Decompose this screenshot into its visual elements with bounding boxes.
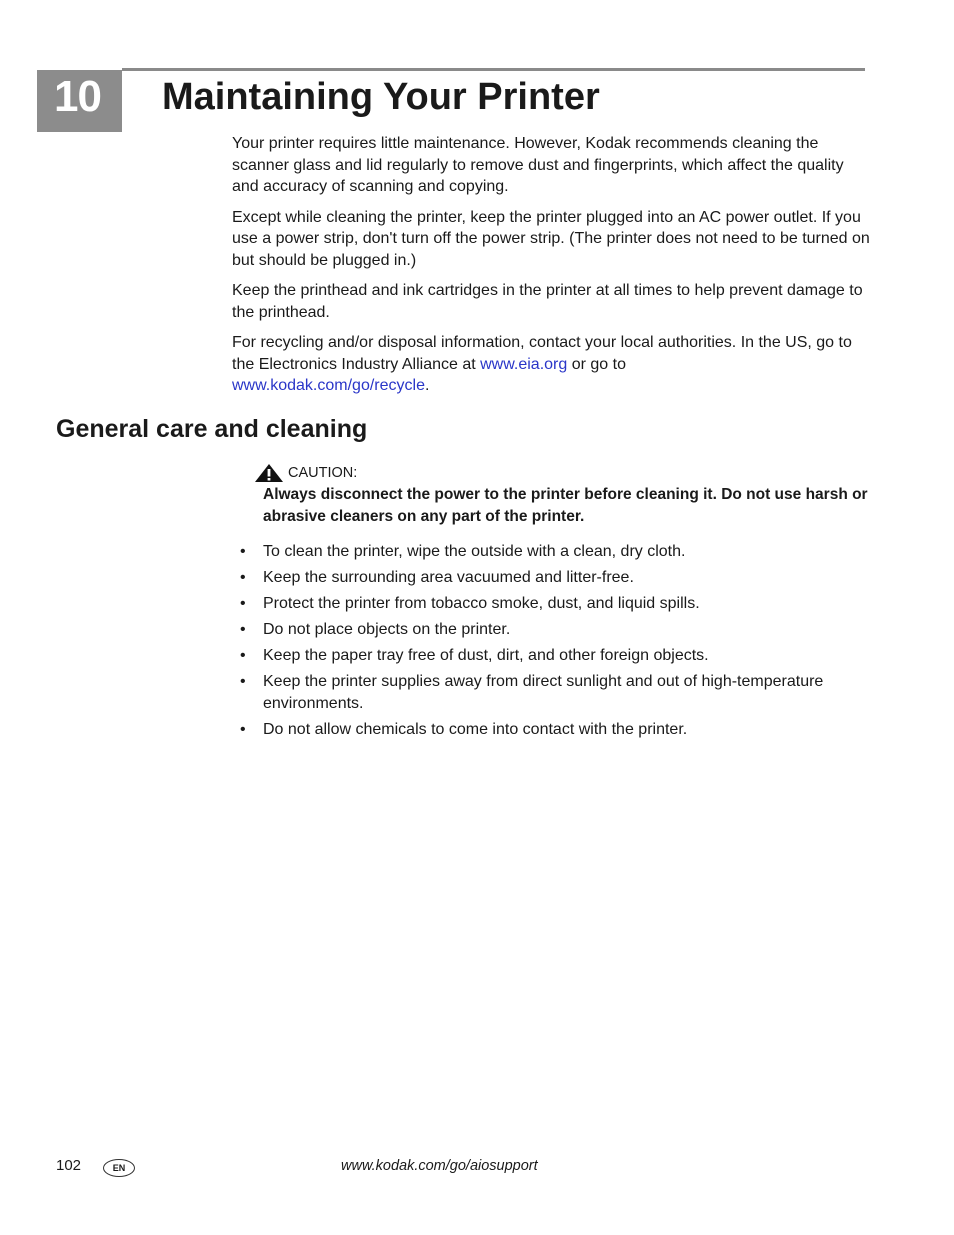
list-item <box>240 645 870 667</box>
list-item-text: Do not allow chemicals to come into contact with the printer. <box>263 721 688 738</box>
list-item <box>240 567 870 589</box>
bullet-dot: • <box>240 595 246 612</box>
care-bullet-list <box>240 541 870 745</box>
kodak-recycle-link[interactable]: www.kodak.com/go/recycle <box>232 377 425 394</box>
list-item <box>240 541 870 563</box>
chapter-number-box <box>37 70 122 132</box>
list-item <box>240 671 870 715</box>
page-title: Maintaining Your Printer <box>162 76 600 118</box>
list-item <box>240 619 870 641</box>
list-item-text: To clean the printer, wipe the outside with a clean, dry cloth. <box>263 543 686 560</box>
footer-url: www.kodak.com/go/aiosupport <box>341 1158 538 1174</box>
intro-section <box>232 133 872 406</box>
list-item-text: Protect the printer from tobacco smoke, dust, and liquid spills. <box>263 595 700 612</box>
intro-paragraph-3: Keep the printhead and ink cartridges in the printer at all times to help prevent damage to the printhead. <box>232 282 863 321</box>
recycling-text-end: . <box>424 377 430 394</box>
section-title: General care and cleaning <box>56 415 368 443</box>
caution-label: CAUTION: <box>288 465 358 481</box>
language-badge: EN <box>103 1159 135 1177</box>
list-item <box>240 719 870 741</box>
bullet-dot: • <box>240 647 246 664</box>
intro-paragraph-4 <box>232 332 872 397</box>
list-item-text: Keep the paper tray free of dust, dirt, and other foreign objects. <box>263 647 709 664</box>
bullet-dot: • <box>240 543 246 560</box>
list-item <box>240 593 870 615</box>
bullet-dot: • <box>240 621 246 638</box>
intro-paragraph-2: Except while cleaning the printer, keep the printer plugged into an AC power outlet. If you use a power strip, don't turn off the power strip. (The printer does not need to be turned on but should be plugged in.) <box>232 208 870 269</box>
intro-paragraph-1: Your printer requires little maintenance. However, Kodak recommends cleaning the scanner glass and lid regularly to remove dust and fingerprints, which affect the quality and accuracy of scanning and copying. <box>232 135 844 195</box>
caution-header <box>254 462 874 484</box>
caution-text: Always disconnect the power to the printer before cleaning it. Do not use harsh or abrasive cleaners on any part of the printer. <box>263 486 868 525</box>
list-item-text: Do not place objects on the printer. <box>263 621 511 638</box>
bullet-dot: • <box>240 569 246 586</box>
bullet-dot: • <box>240 673 246 690</box>
page-number: 102 <box>56 1157 82 1174</box>
eia-link[interactable]: www.eia.org <box>480 355 568 373</box>
header-rule <box>122 68 865 71</box>
list-item-text: Keep the surrounding area vacuumed and litter-free. <box>263 569 634 586</box>
recycling-text-middle: or go to <box>567 355 626 373</box>
warning-triangle-icon <box>254 463 284 483</box>
chapter-number: 10 <box>54 72 101 121</box>
caution-box <box>254 462 874 527</box>
bullet-dot: • <box>240 721 246 738</box>
recycling-text-start: For recycling and/or disposal information, contact your local authorities. In the US, go to the Electronics Industry Alliance at <box>232 334 852 373</box>
list-item-text: Keep the printer supplies away from direct sunlight and out of high-temperature environments. <box>263 673 824 712</box>
